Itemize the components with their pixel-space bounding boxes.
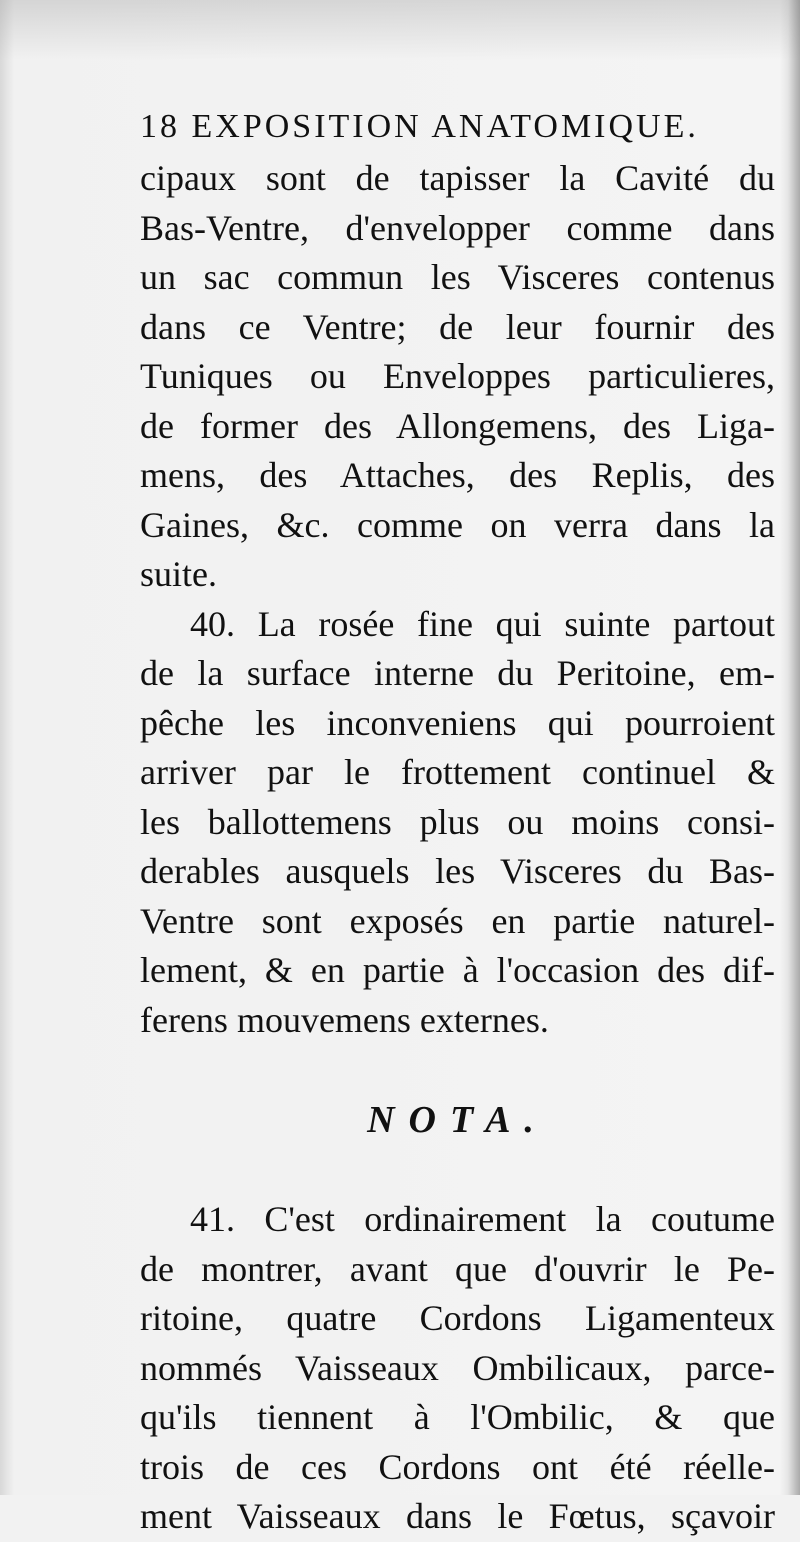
text-line: ferens mouvemens externes. xyxy=(140,999,549,1040)
text-line: Bas-Ventre, d'envelopper comme dans xyxy=(140,207,775,248)
text-line: de former des Allongemens, des Liga- xyxy=(140,405,775,446)
page-text xyxy=(140,100,775,1542)
text-line: ment Vaisseaux dans le Fœtus, sçavoir xyxy=(140,1496,775,1536)
page-edge-shadow xyxy=(788,0,800,1495)
paragraph-41 xyxy=(140,1195,775,1542)
text-line: trois de ces Cordons ont été réelle- xyxy=(140,1446,775,1487)
text-line: Gaines, &c. comme on verra dans la xyxy=(140,504,775,545)
nota-heading: NOTA. xyxy=(367,1099,548,1141)
text-line: les ballottemens plus ou moins consi- xyxy=(140,801,775,842)
page-stain xyxy=(0,0,800,60)
text-line: dans ce Ventre; de leur fournir des xyxy=(140,306,775,347)
text-line: 41. C'est ordinairement la coutume xyxy=(190,1199,775,1239)
text-line: arriver par le frottement continuel & xyxy=(140,752,775,792)
text-line: nommés Vaisseaux Ombilicaux, parce- xyxy=(140,1347,775,1388)
paragraph-39 xyxy=(140,154,775,600)
text-line: suite. xyxy=(140,554,217,594)
text-line: 40. La rosée fine qui suinte partout xyxy=(190,603,775,644)
text-line: Ventre sont exposés en partie naturel- xyxy=(140,900,775,941)
text-line: de montrer, avant que d'ouvrir le Pe- xyxy=(140,1248,775,1289)
text-line: pêche les inconveniens qui pourroient xyxy=(140,702,775,743)
text-line: derables ausquels les Visceres du Bas- xyxy=(140,851,775,891)
text-line: un sac commun les Visceres contenus xyxy=(140,257,775,297)
text-line: cipaux sont de tapisser la Cavité du xyxy=(140,158,775,198)
text-line: de la surface interne du Peritoine, em- xyxy=(140,653,775,693)
text-line: ritoine, quatre Cordons Ligamenteux xyxy=(140,1298,775,1338)
text-line: qu'ils tiennent à l'Ombilic, & que xyxy=(140,1397,775,1437)
text-line: mens, des Attaches, des Replis, des xyxy=(140,455,775,495)
text-line: Tuniques ou Enveloppes particulieres, xyxy=(140,356,775,396)
running-head: 18 EXPOSITION ANATOMIQUE. xyxy=(140,108,699,145)
paragraph-40 xyxy=(140,600,775,1046)
text-line: lement, & en partie à l'occasion des dif- xyxy=(140,950,775,990)
